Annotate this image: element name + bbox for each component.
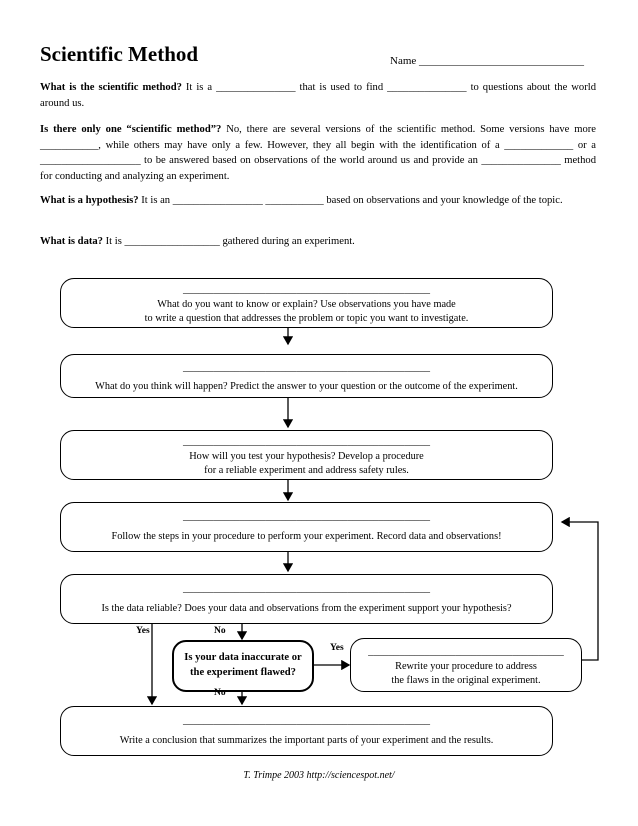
decision-text: the experiment flawed?: [190, 667, 296, 678]
decision-text: Is your data inaccurate or: [184, 652, 302, 663]
answer-text: No, there are several versions of the scientific method. Some versions have more ___________, while others may have only a few. However, they all begin with the identification of a _____________ or a ___________________ to be answered based on observations of the world around us and provide an _______________ method for conducting and analyzing an experiment.: [40, 124, 596, 182]
step-text: How will you test your hypothesis? Develop a procedure: [189, 450, 424, 462]
step-text: to write a question that addresses the problem or topic you want to investigate.: [144, 313, 469, 324]
name-field[interactable]: Name ______________________________: [390, 55, 585, 67]
answer-blank[interactable]: ________________________________________________: [182, 715, 431, 726]
step-text: for a reliable experiment and address safety rules.: [204, 465, 409, 476]
step-conclusion-box: [60, 706, 553, 756]
step-text: Follow the steps in your procedure to perform your experiment. Record data and observations!: [111, 530, 502, 542]
step-analysis-box: [60, 574, 553, 624]
decision-box: [172, 640, 314, 692]
step-text: What do you want to know or explain? Use observations you have made: [157, 298, 456, 310]
rewrite-text: Rewrite your procedure to address: [395, 660, 537, 672]
step-text: Is the data reliable? Does your data and observations from the experiment support your hypothesis?: [101, 602, 512, 614]
question-label: What is the scientific method?: [40, 82, 182, 93]
answer-text: It is an _________________ ___________ based on observations and your knowledge of the topic.: [138, 195, 563, 206]
label-yes-left: Yes: [136, 626, 150, 636]
step-hypothesis-box: [60, 354, 553, 398]
rewrite-text: the flaws in the original experiment.: [391, 675, 541, 686]
question-label: Is there only one “scientific method”?: [40, 124, 222, 135]
label-yes-right: Yes: [330, 643, 344, 653]
answer-blank[interactable]: ________________________________________________: [182, 583, 431, 594]
answer-text: It is __________________ gathered during an experiment.: [102, 236, 355, 247]
question-label: What is data?: [40, 236, 103, 247]
answer-blank[interactable]: ________________________________________________: [182, 511, 431, 522]
label-no-top: No: [214, 626, 226, 636]
step-experiment-box: [60, 502, 553, 552]
answer-text: It is a _______________ that is used to find _______________ to questions about the world around us.: [40, 82, 596, 109]
footer-credit: T. Trimpe 2003 http://sciencespot.net/: [243, 770, 395, 781]
answer-blank[interactable]: ________________________________________________: [182, 436, 431, 447]
answer-blank[interactable]: ______________________________________: [368, 646, 564, 657]
answer-blank[interactable]: ________________________________________________: [182, 362, 431, 373]
page-title: Scientific Method: [40, 42, 199, 66]
step-text: Write a conclusion that summarizes the important parts of your experiment and the results.: [119, 734, 494, 746]
label-no-bottom: No: [214, 688, 226, 698]
rewrite-box: [350, 638, 582, 692]
step-procedure-box: [60, 430, 553, 480]
question-label: What is a hypothesis?: [40, 195, 139, 206]
step-text: What do you think will happen? Predict the answer to your question or the outcome of the experiment.: [95, 380, 518, 392]
step-question-box: [60, 278, 553, 328]
answer-blank[interactable]: ________________________________________________: [182, 284, 431, 295]
